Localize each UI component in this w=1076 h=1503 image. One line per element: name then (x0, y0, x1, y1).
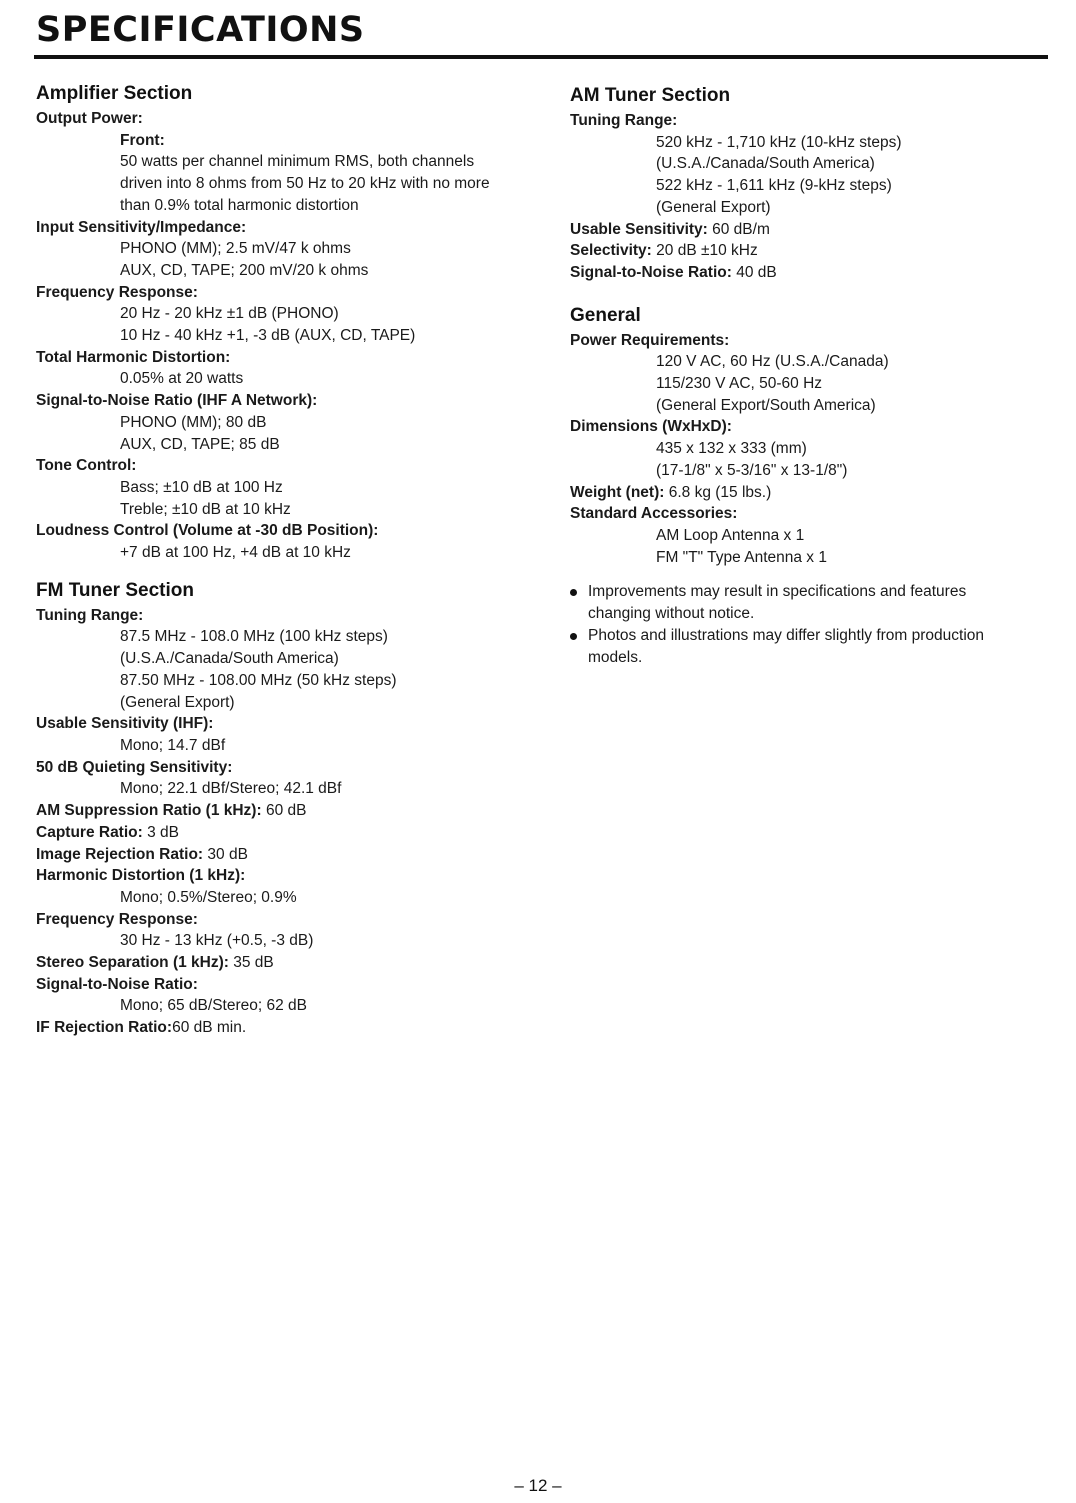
spec-value: 87.50 MHz - 108.00 MHz (50 kHz steps) (120, 671, 397, 689)
spec-value: 6.8 kg (15 lbs.) (664, 483, 772, 501)
title-rule (34, 55, 1048, 59)
spec-value: 50 watts per channel minimum RMS, both channels driven into 8 ohms from 50 Hz to 20 kHz with no more than 0.9% total harmonic distortion (120, 153, 490, 214)
spec-value: Mono; 14.7 dBf (120, 736, 226, 754)
fm-quieting-spec (36, 757, 536, 800)
spec-value: PHONO (MM); 2.5 mV/47 k ohms (120, 240, 351, 258)
left-column (36, 80, 536, 1052)
spec-value: AM Loop Antenna x 1 (656, 526, 805, 544)
page-title: SPECIFICATIONS (36, 10, 365, 50)
am-tuning-range-spec (570, 110, 1040, 219)
note-text: Photos and illustrations may differ slightly from production models. (588, 627, 985, 667)
frequency-response-spec (36, 282, 536, 347)
spec-value: Mono; 65 dB/Stereo; 62 dB (120, 997, 307, 1015)
spec-label: Tuning Range: (36, 606, 144, 624)
fm-harmonic-distortion-spec (36, 865, 536, 908)
spec-label: Dimensions (WxHxD): (570, 418, 732, 436)
general-section (570, 302, 1040, 569)
spec-label: Power Requirements: (570, 331, 730, 349)
spec-value: 35 dB (228, 954, 274, 972)
loudness-spec (36, 520, 536, 563)
spec-label: Signal-to-Noise Ratio (IHF A Network): (36, 392, 318, 410)
spec-label: Output Power: (36, 110, 143, 127)
spec-label: Frequency Response: (36, 283, 198, 301)
spec-value: 115/230 V AC, 50-60 Hz (656, 375, 823, 393)
bullet-icon (570, 589, 577, 596)
spec-value: 60 dB (261, 802, 307, 820)
spec-label: Input Sensitivity/Impedance: (36, 218, 247, 236)
capture-ratio-spec (36, 822, 536, 844)
spec-value: 20 Hz - 20 kHz ±1 dB (PHONO) (120, 305, 339, 323)
page-number: – 12 – (514, 1476, 562, 1495)
spec-label: 50 dB Quieting Sensitivity: (36, 758, 233, 776)
spec-label: Standard Accessories: (570, 505, 738, 523)
spec-value: 20 dB ±10 kHz (651, 242, 758, 260)
spec-value: 87.5 MHz - 108.0 MHz (100 kHz steps) (120, 628, 388, 646)
bullet-icon (570, 633, 577, 640)
spec-value: 30 Hz - 13 kHz (+0.5, -3 dB) (120, 932, 314, 950)
spec-value: 522 kHz - 1,611 kHz (9-kHz steps) (656, 177, 892, 195)
image-rejection-spec (36, 844, 536, 866)
note-item (570, 581, 1008, 625)
spec-value: (General Export) (120, 693, 235, 711)
notes-list (570, 581, 1040, 669)
spec-value: 0.05% at 20 watts (120, 370, 244, 388)
spec-value: (General Export/South America) (656, 396, 876, 414)
thd-spec (36, 347, 536, 390)
spec-value: 520 kHz - 1,710 kHz (10-kHz steps) (656, 133, 902, 151)
spec-value: 60 dB/m (707, 220, 770, 238)
spec-value: +7 dB at 100 Hz, +4 dB at 10 kHz (120, 544, 351, 562)
spec-label: Image Rejection Ratio: (36, 845, 204, 863)
output-power-spec (36, 108, 536, 217)
spec-label: Selectivity: (570, 242, 652, 260)
section-title: FM Tuner Section (36, 579, 194, 601)
spec-label: Total Harmonic Distortion: (36, 348, 231, 366)
spec-value: AUX, CD, TAPE; 85 dB (120, 435, 280, 453)
spec-label: Tuning Range: (570, 112, 678, 129)
dimensions-spec (570, 416, 1040, 481)
section-title: Amplifier Section (36, 83, 193, 104)
spec-label: Stereo Separation (1 kHz): (36, 954, 229, 972)
weight-spec (570, 482, 1040, 504)
spec-value: 3 dB (142, 823, 179, 841)
fm-usable-sensitivity-spec (36, 713, 536, 756)
spec-value: FM "T" Type Antenna x 1 (656, 548, 827, 566)
fm-snr-spec (36, 974, 536, 1017)
am-tuner-section (570, 82, 1040, 284)
am-snr-spec (570, 262, 1040, 284)
spec-value: Mono; 0.5%/Stereo; 0.9% (120, 888, 297, 906)
spec-label: Usable Sensitivity (IHF): (36, 715, 214, 733)
am-selectivity-spec (570, 240, 1040, 262)
if-rejection-spec (36, 1017, 536, 1039)
fm-tuner-section (36, 577, 536, 1039)
spec-label: Tone Control: (36, 457, 137, 475)
spec-value: Bass; ±10 dB at 100 Hz (120, 478, 283, 496)
section-title: General (570, 304, 641, 326)
spec-label: Signal-to-Noise Ratio: (570, 263, 732, 281)
spec-value: 120 V AC, 60 Hz (U.S.A./Canada) (656, 353, 889, 371)
amplifier-section (36, 80, 536, 564)
spec-value: (U.S.A./Canada/South America) (120, 650, 339, 668)
accessories-spec (570, 503, 1040, 568)
spec-label: Capture Ratio: (36, 823, 143, 841)
spec-value: (U.S.A./Canada/South America) (656, 155, 875, 173)
spec-value: (General Export) (656, 198, 771, 216)
spec-value: 10 Hz - 40 kHz +1, -3 dB (AUX, CD, TAPE) (120, 327, 416, 345)
power-requirements-spec (570, 330, 1040, 417)
note-item (570, 625, 1008, 669)
section-title: AM Tuner Section (570, 85, 731, 106)
spec-value: 60 dB min. (172, 1019, 247, 1037)
spec-value: (17-1/8" x 5-3/16" x 13-1/8") (656, 461, 848, 479)
spec-value: 30 dB (203, 845, 248, 863)
spec-label: Usable Sensitivity: (570, 220, 708, 238)
spec-value: AUX, CD, TAPE; 200 mV/20 k ohms (120, 261, 369, 279)
input-sensitivity-spec (36, 217, 536, 282)
right-column (570, 82, 1040, 669)
fm-tuning-range-spec (36, 605, 536, 714)
spec-value: Mono; 22.1 dBf/Stereo; 42.1 dBf (120, 780, 342, 798)
spec-value: Treble; ±10 dB at 10 kHz (120, 500, 291, 518)
spec-label: Frequency Response: (36, 910, 198, 928)
spec-label: Signal-to-Noise Ratio: (36, 975, 198, 993)
spec-value: PHONO (MM); 80 dB (120, 413, 267, 431)
note-text: Improvements may result in specifications and features changing without notice. (588, 583, 967, 623)
spec-label: IF Rejection Ratio: (36, 1019, 173, 1037)
tone-control-spec (36, 455, 536, 520)
spec-sub-label: Front: (120, 131, 165, 149)
stereo-separation-spec (36, 952, 536, 974)
spec-label: Weight (net): (570, 483, 665, 501)
am-usable-sensitivity-spec (570, 219, 1040, 241)
spec-label: AM Suppression Ratio (1 kHz): (36, 802, 262, 820)
spec-label: Loudness Control (Volume at -30 dB Position): (36, 522, 379, 540)
spec-value: 435 x 132 x 333 (mm) (656, 440, 807, 458)
spec-value: 40 dB (731, 263, 777, 281)
am-suppression-spec (36, 800, 536, 822)
spec-label: Harmonic Distortion (1 kHz): (36, 867, 246, 885)
fm-frequency-response-spec (36, 909, 536, 952)
snr-spec (36, 390, 536, 455)
